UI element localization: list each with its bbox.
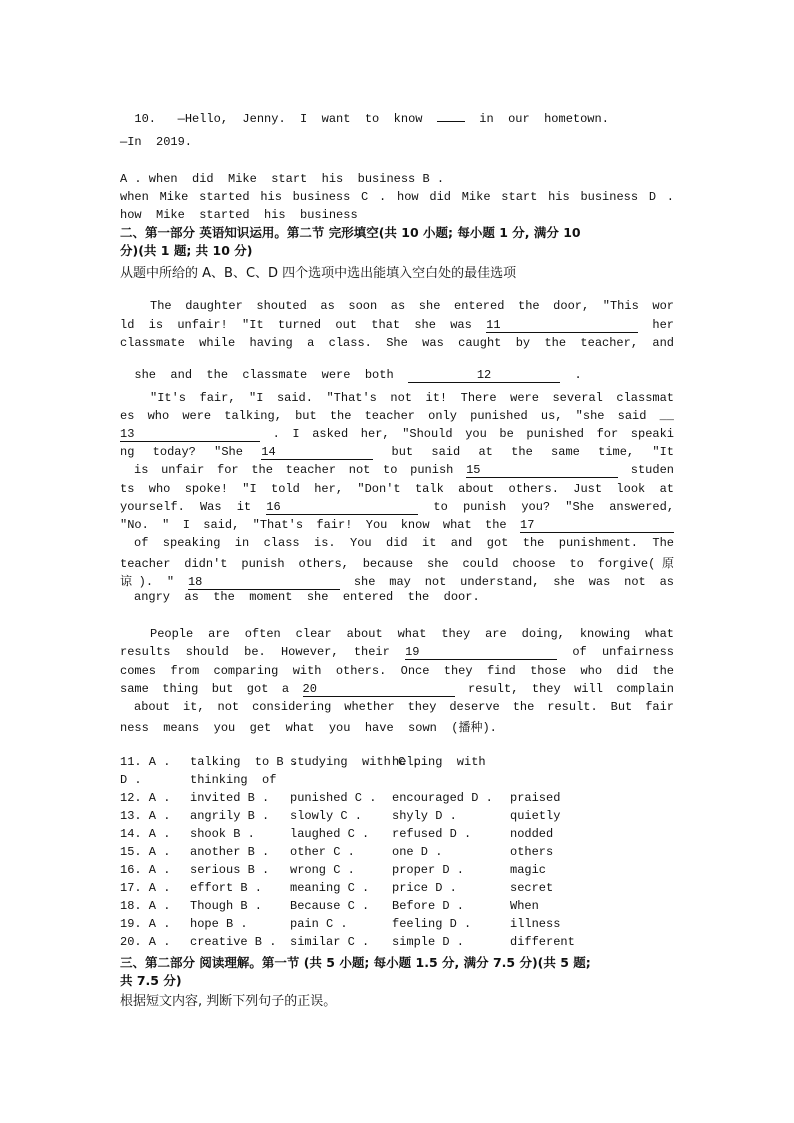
option-cell-a[interactable]: shook B . <box>190 827 255 841</box>
q10-question <box>120 98 609 126</box>
p2-l4-text-b: but said at the same time, "It <box>391 445 674 459</box>
section2-instruction: 从题中所给的 A、B、C、D 四个选项中选出能填入空白处的最佳选项 <box>120 266 517 281</box>
blank-11[interactable]: 11 <box>486 319 638 333</box>
blank-19[interactable]: 19 <box>405 646 557 660</box>
option-cell-b[interactable]: studying with C . <box>290 755 420 769</box>
blank-20[interactable]: 20 <box>303 683 455 697</box>
option-cell-c[interactable]: simple D . <box>392 935 465 949</box>
section2-heading-line2: 分)(共 1 题; 共 10 分) <box>120 243 253 258</box>
passage-p2-line1: "It's fair, "I said. "That's not it! There were several classmat <box>150 391 674 405</box>
option-cell-b[interactable]: other C . <box>290 845 355 859</box>
option-cell-num: D . <box>120 773 142 787</box>
option-cell-d[interactable]: praised <box>510 791 561 805</box>
option-cell-b[interactable]: laughed C . <box>290 827 370 841</box>
p2-l5-text: is unfair for the teacher not to punish <box>134 463 454 477</box>
option-cell-num: 15. A . <box>120 845 171 859</box>
passage-p2-line2: es who were talking, but the teacher only punished us, "she said __ <box>120 409 674 423</box>
option-cell-b[interactable]: pain C . <box>290 917 348 931</box>
option-cell-c[interactable]: refused D . <box>392 827 472 841</box>
option-cell-c[interactable]: price D . <box>392 881 457 895</box>
passage-p1-line1: The daughter shouted as soon as she entered the door, "This wor <box>150 299 674 313</box>
passage-p2-line4 <box>120 445 674 460</box>
option-cell-d[interactable]: others <box>510 845 554 859</box>
option-cell-num: 17. A . <box>120 881 171 895</box>
passage-p2-line12: angry as the moment she entered the door. <box>134 590 480 604</box>
option-cell-b[interactable]: wrong C . <box>290 863 355 877</box>
p2-l11-text: 谅). " <box>120 575 175 589</box>
option-cell-c[interactable]: feeling D . <box>392 917 472 931</box>
p2-l4-text: ng today? "She <box>120 445 243 459</box>
option-cell-d[interactable]: illness <box>510 917 561 931</box>
p2-l7-text: yourself. Was it <box>120 500 252 514</box>
option-cell-d[interactable]: secret <box>510 881 554 895</box>
option-cell-num: 14. A . <box>120 827 171 841</box>
section3-heading <box>120 954 674 990</box>
option-cell-c[interactable]: proper D . <box>392 863 465 877</box>
passage-p1-line4 <box>120 354 582 383</box>
p2-l5-text-b: studen <box>630 463 674 477</box>
section2-heading <box>120 224 674 260</box>
passage-p2-line10: teacher didn't punish others, because she could choose to forgive(原 <box>120 557 674 571</box>
option-cell-num: 19. A . <box>120 917 171 931</box>
q10-text-before: —Hello, Jenny. I want to know <box>177 112 423 126</box>
option-cell-b[interactable]: slowly C . <box>290 809 363 823</box>
section3-instruction: 根据短文内容, 判断下列句子的正误。 <box>120 994 337 1009</box>
option-cell-num: 13. A . <box>120 809 171 823</box>
option-cell-c[interactable]: one D . <box>392 845 443 859</box>
option-cell-a[interactable]: effort B . <box>190 881 263 895</box>
option-cell-num: 11. A . <box>120 755 171 769</box>
p2-l11-text-b: she may not understand, she was not as <box>353 575 675 589</box>
q10-blank[interactable] <box>437 121 465 122</box>
option-cell-b[interactable]: punished C . <box>290 791 377 805</box>
option-cell-a[interactable]: serious B . <box>190 863 270 877</box>
option-cell-a[interactable]: creative B . <box>190 935 277 949</box>
q10-options-line3: how Mike started his business <box>120 208 358 222</box>
option-cell-b[interactable]: meaning C . <box>290 881 370 895</box>
section3-heading-line1: 三、第二部分 阅读理解。第一节 (共 5 小题; 每小题 1.5 分, 满分 7.5 分)(共 5 题; <box>120 955 591 970</box>
option-cell-num: 16. A . <box>120 863 171 877</box>
option-cell-d[interactable]: nodded <box>510 827 554 841</box>
option-cell-num: 20. A . <box>120 935 171 949</box>
blank-17[interactable]: 17 <box>520 519 674 533</box>
passage-p3-line4 <box>120 682 674 697</box>
p1-l4-text: she and the classmate were both <box>134 368 394 382</box>
passage-p2-line3 <box>120 427 674 442</box>
passage-p2-line7 <box>120 500 674 515</box>
blank-14[interactable]: 14 <box>261 446 373 460</box>
option-cell-a[interactable]: angrily B . <box>190 809 270 823</box>
blank-18[interactable]: 18 <box>188 576 340 590</box>
passage-p3-line1: People are often clear about what they are doing, knowing what <box>150 627 674 641</box>
option-cell-d[interactable]: When <box>510 899 539 913</box>
blank-15[interactable]: 15 <box>466 464 618 478</box>
passage-p3-line3: comes from comparing with others. Once they find those who did the <box>120 664 674 678</box>
option-cell-a[interactable]: talking to B . <box>190 755 299 769</box>
q10-text-after: in our hometown. <box>479 112 609 126</box>
blank-16[interactable]: 16 <box>266 501 418 515</box>
passage-p3-line6: ness means you get what you have sown (播种). <box>120 721 497 735</box>
section3-heading-line2: 共 7.5 分) <box>120 973 182 988</box>
q10-options-line2: when Mike started his business C . how did Mike start his business D . <box>120 190 674 204</box>
p1-l2-text: ld is unfair! "It turned out that she was <box>120 318 472 332</box>
option-cell-d[interactable]: magic <box>510 863 547 877</box>
p2-l3-text: . I asked her, "Should you be punished for speaki <box>272 427 675 441</box>
option-cell-a[interactable]: invited B . <box>190 791 270 805</box>
option-cell-c[interactable]: encouraged D . <box>392 791 493 805</box>
option-cell-a[interactable]: another B . <box>190 845 270 859</box>
p3-l4-text-b: result, they will complain <box>468 682 675 696</box>
passage-p1-line3: classmate while having a class. She was caught by the teacher, and <box>120 336 674 350</box>
option-cell-b[interactable]: similar C . <box>290 935 370 949</box>
option-cell-c[interactable]: Before D . <box>392 899 465 913</box>
p2-l7-text-b: to punish you? "She answered, <box>433 500 675 514</box>
option-cell-d[interactable]: different <box>510 935 575 949</box>
q10-answer: —In 2019. <box>120 135 193 149</box>
option-cell-num: 12. A . <box>120 791 171 805</box>
p3-l4-text: same thing but got a <box>120 682 290 696</box>
section2-heading-line1: 二、第一部分 英语知识运用。第二节 完形填空(共 10 小题; 每小题 1 分, 满分 10 <box>120 225 581 240</box>
passage-p3-line5: about it, not considering whether they deserve the result. But fair <box>134 700 674 714</box>
p3-l2-text-b: of unfairness <box>572 645 674 659</box>
option-cell-c[interactable]: helping with <box>392 755 486 769</box>
blank-12[interactable]: 12 <box>408 369 560 383</box>
passage-p3-line2 <box>120 645 674 660</box>
p1-l4-text-b: . <box>574 368 582 382</box>
p2-l8-text: "No. " I said, "That's fair! You know what the <box>120 518 507 532</box>
option-cell-d[interactable]: quietly <box>510 809 561 823</box>
option-cell-a[interactable]: Though B . <box>190 899 263 913</box>
p3-l2-text: results should be. However, their <box>120 645 390 659</box>
option-cell-b[interactable]: Because C . <box>290 899 370 913</box>
option-cell-a[interactable]: hope B . <box>190 917 248 931</box>
p1-l2-text-b: her <box>652 318 675 332</box>
option-cell-num: 18. A . <box>120 899 171 913</box>
q10-options-line1: A . when did Mike start his business B . <box>120 172 445 186</box>
q10-number: 10. <box>134 112 157 126</box>
passage-p2-line11 <box>120 572 674 590</box>
passage-p1-line2 <box>120 318 674 333</box>
passage-p2-line6: ts who spoke! "I told her, "Don't talk about others. Just look at <box>120 482 674 496</box>
blank-13[interactable]: 13 <box>120 428 260 442</box>
passage-p2-line5 <box>134 463 674 478</box>
passage-p2-line9: of speaking in class is. You did it and got the punishment. The <box>134 536 674 550</box>
passage-p2-line8 <box>120 518 674 533</box>
option-cell-a[interactable]: thinking of <box>190 773 277 787</box>
option-cell-c[interactable]: shyly D . <box>392 809 457 823</box>
